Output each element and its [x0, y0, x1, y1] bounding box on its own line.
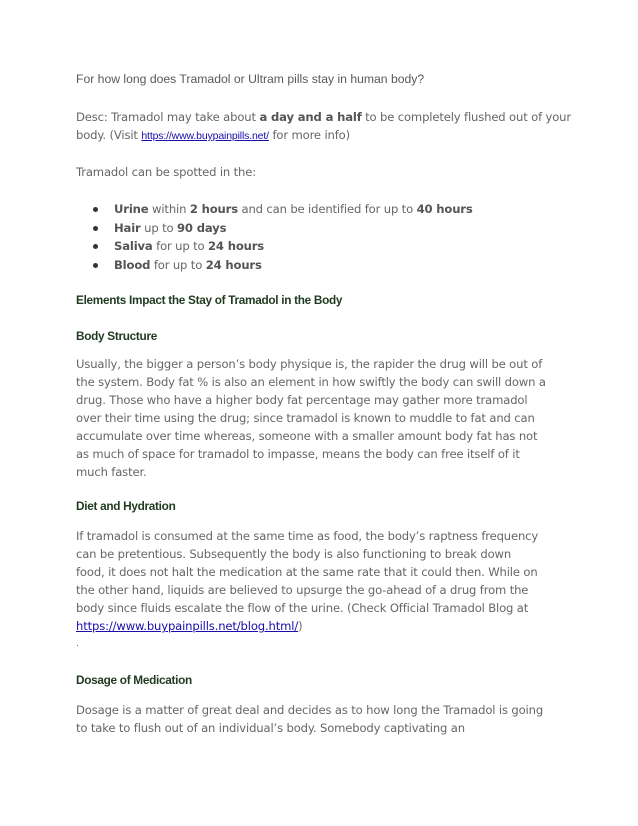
text-line: drug. Those who have a higher body fat percentage may gather more tramadol [76, 393, 528, 407]
diet-paragraph [76, 527, 572, 635]
desc-suffix: for more info) [268, 128, 350, 142]
desc-bold: a day and a half [259, 110, 362, 124]
text-line: body since fluids escalate the flow of the urine. (Check Official Tramadol Blog at [76, 601, 529, 615]
urine-text-2: and can be identified for up to [237, 202, 417, 216]
saliva-label: Saliva [114, 239, 153, 253]
question-heading: For how long does Tramadol or Ultram pills stay in human body? [76, 72, 425, 86]
list-item [76, 200, 572, 219]
hair-time: 90 days [176, 220, 227, 235]
text-line: Dosage is a matter of great deal and decides as to how long the Tramadol is going [76, 703, 544, 717]
description-paragraph [76, 108, 572, 145]
text-line: the system. Body fat % is also an element in how swiftly the body can swill down a [76, 375, 546, 389]
urine-label: Urine [114, 202, 149, 216]
list-item [76, 256, 572, 275]
body-structure-paragraph [76, 355, 572, 481]
urine-time-1: 2 hours [189, 202, 238, 216]
blog-link[interactable]: https://www.buypainpills.net/blog.html/ [76, 619, 299, 633]
site-link[interactable]: https://www.buypainpills.net/ [141, 130, 269, 142]
spotted-intro: Tramadol can be spotted in the: [76, 165, 256, 179]
dosage-heading: Dosage of Medication [76, 673, 192, 687]
desc-prefix: Desc: Tramadol may take about [76, 110, 260, 124]
text-line [76, 617, 572, 635]
section-heading: Elements Impact the Stay of Tramadol in the Body [76, 293, 343, 307]
bullet-icon [93, 244, 98, 249]
text-line: Usually, the bigger a person’s body physique is, the rapider the drug will be out of [76, 357, 543, 371]
blood-time: 24 hours [205, 257, 262, 272]
link-suffix: ) [298, 619, 303, 633]
text-line: If tramadol is consumed at the same time as food, the body’s raptness frequency [76, 529, 539, 543]
body-structure-heading: Body Structure [76, 329, 158, 343]
bullet-icon [93, 263, 98, 268]
urine-time-2: 40 hours [416, 202, 473, 216]
blood-label: Blood [114, 257, 151, 272]
bullet-icon [93, 226, 98, 231]
hair-text: up to [140, 220, 177, 235]
text-line: accumulate over time whereas, someone with a smaller amount body fat has not [76, 429, 538, 443]
text-line: to take to flush out of an individual’s body. Somebody captivating an [76, 721, 465, 735]
saliva-time: 24 hours [208, 239, 265, 253]
bullet-icon [93, 207, 98, 212]
hair-label: Hair [114, 220, 141, 235]
blood-text: for up to [150, 257, 206, 272]
stray-dot: . [76, 639, 79, 649]
text-line: food, it does not halt the medication at the same rate that it could then. While on [76, 565, 538, 579]
text-line: the other hand, liquids are believed to upsurge the go-ahead of a drug from the [76, 583, 529, 597]
text-line: much faster. [76, 465, 147, 479]
dosage-paragraph [76, 701, 572, 737]
saliva-text: for up to [152, 239, 208, 253]
text-line: over their time using the drug; since tramadol is known to muddle to fat and can [76, 411, 535, 425]
text-line: can be pretentious. Subsequently the body is also functioning to break down [76, 547, 512, 561]
diet-heading: Diet and Hydration [76, 499, 176, 513]
detection-list [76, 200, 572, 274]
desc-middle: to be completely flushed out of your body. (Visit [76, 110, 572, 142]
list-item [76, 219, 572, 238]
text-line: as much of space for tramadol to impasse, means the body can free itself of it [76, 447, 520, 461]
urine-text-1: within [148, 202, 190, 216]
list-item [76, 237, 572, 256]
